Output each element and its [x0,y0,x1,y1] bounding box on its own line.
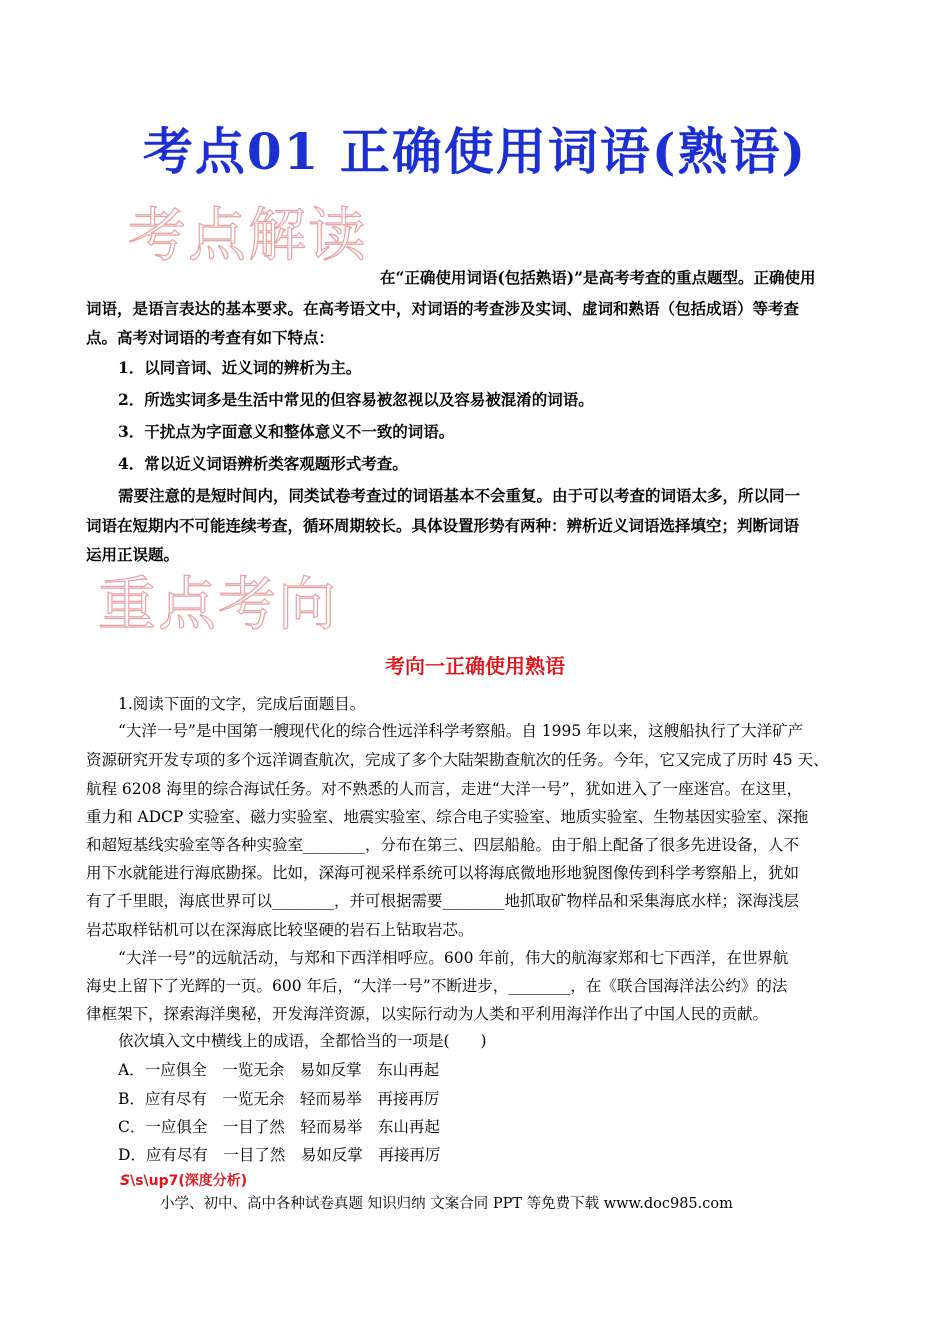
passage-line-2: 资源研究开发专项的多个远洋调查航次，完成了多个大陆架勘查航次的任务。今年，它又完成了历时 45 天、 [86,751,829,769]
passage-line-8: 岩芯取样钻机可以在深海底比较坚硬的岩石上钻取岩芯。 [86,921,474,939]
passage-line-4: 重力和 ADCP 实验室、磁力实验室、地震实验室、综合电子实验室、地质实验室、生物基因实验室、深拖 [86,808,809,826]
intro-line-1: 在“正确使用词语(包括熟语)”是高考考查的重点题型。正确使用 [380,268,816,287]
intro-line-3: 点。高考对词语的考查有如下特点： [86,328,335,347]
passage-line-7: 有了千里眼，海底世界可以________，并可根据需要________地抓取矿物样品和采集海底水样；深海浅层 [86,892,800,910]
passage-line-5: 和超短基线实验室等各种实验室________，分布在第三、四层船舱。由于船上配备了很多先进设备，人不 [86,836,800,854]
option-a: A．一应俱全 一览无余 易如反掌 东山再起 [118,1061,440,1079]
option-d: D．应有尽有 一目了然 易如反掌 再接再厉 [118,1146,441,1164]
question-intro: 1.阅读下面的文字，完成后面题目。 [118,695,366,713]
analysis-label: \s\up7(深度分析) [130,1173,248,1189]
note-line-1: 需要注意的是短时间内，同类试卷考查过的词语基本不会重复。由于可以考查的词语太多，所以同一 [118,486,801,505]
feature-3: 3．干扰点为字面意义和整体意义不一致的词语。 [118,422,455,441]
option-c: C．一应俱全 一目了然 轻而易举 东山再起 [118,1118,440,1136]
passage-line-9: “大洋一号”的远航活动，与郑和下西洋相呼应。600 年前，伟大的航海家郑和七下西洋，在世界航 [118,949,789,967]
analysis-mark [120,1170,247,1190]
analysis-glyph: S [120,1173,131,1189]
section-stamp-focus: 重点考向 [98,570,339,638]
feature-1: 1．以同音词、近义词的辨析为主。 [118,358,362,377]
passage-line-10: 海史上留下了光辉的一页。600 年后，“大洋一号”不断进步，________，在《联合国海洋法公约》的法 [86,977,788,995]
intro-line-2: 词语，是语言表达的基本要求。在高考语文中，对词语的考查涉及实词、虚词和熟语（包括成语）等考查 [86,299,800,318]
page-footer: 小学、初中、高中各种试卷真题 知识归纳 文案合同 PPT 等免费下载 www.doc985.com [160,1196,733,1212]
section-heading: 考向一正确使用熟语 [385,654,565,678]
note-line-2: 词语在短期内不可能连续考查，循环周期较长。具体设置形势有两种：辨析近义词语选择填空；判断词语 [86,516,800,535]
passage-line-3: 航程 6208 海里的综合海试任务。对不熟悉的人而言，走进“大洋一号”，犹如进入了一座迷宫。在这里， [86,780,803,798]
feature-4: 4．常以近义词语辨析类客观题形式考查。 [118,454,408,473]
note-line-3: 运用正误题。 [86,545,180,564]
passage-line-6: 用下水就能进行海底勘探。比如，深海可视采样系统可以将海底微地形地貌图像传到科学考察船上，犹如 [86,864,800,882]
section-stamp-reading: 考点解读 [128,201,369,269]
feature-2: 2．所选实词多是生活中常见的但容易被忽视以及容易被混淆的词语。 [118,390,594,409]
option-b: B．应有尽有 一览无余 轻而易举 再接再厉 [118,1090,440,1108]
passage-line-11: 律框架下，探索海洋奥秘，开发海洋资源，以实际行动为人类和平利用海洋作出了中国人民的贡献。 [86,1005,769,1023]
passage-line-1: “大洋一号”是中国第一艘现代化的综合性远洋科学考察船。自 1995 年以来，这艘船执行了大洋矿产 [118,722,804,740]
question-stem: 依次填入文中横线上的成语，全都恰当的一项是( ) [118,1032,487,1050]
page-title: 考点01 正确使用词语(熟语) [142,122,808,181]
